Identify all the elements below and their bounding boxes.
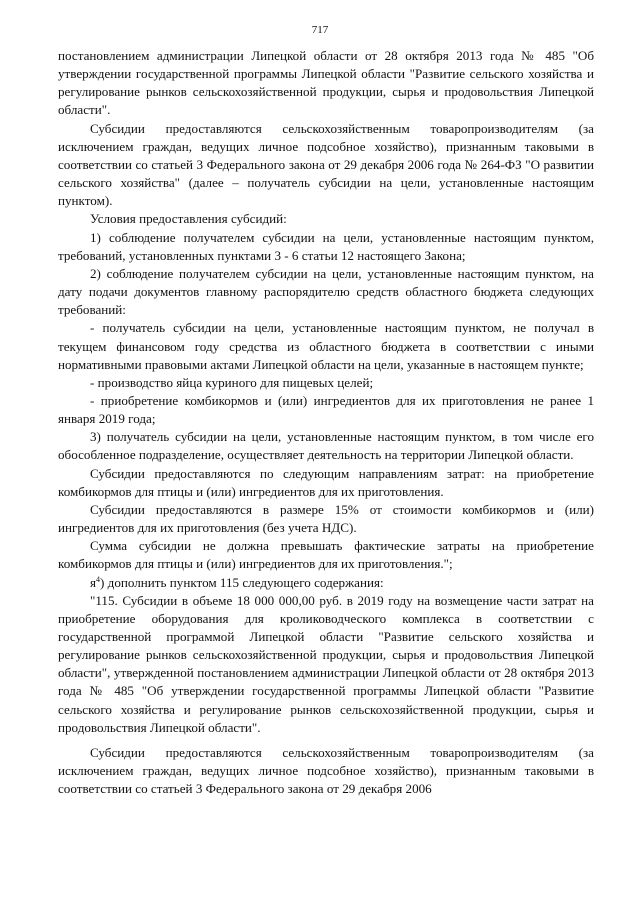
list-item: - приобретение комбикормов и (или) ингредиентов для их приготовления не ранее 1 января 2019 года; — [58, 392, 594, 427]
paragraph: Сумма субсидии не должна превышать фактические затраты на приобретение комбикормов для птицы и (или) ингредиентов для их приготовления."; — [58, 538, 594, 572]
amendment-superscript: 4 — [96, 574, 101, 584]
quoted-paragraph: "115. Субсидии в объеме 18 000 000,00 руб. в 2019 году на возмещение части затрат на приобретение оборудования для кролиководческого комплекса в соответствии с государственной программой Липецкой области "Развитие сельского хозяйства и регулирование рынков сельскохозяйственной продукции, сырья и продовольствия Липецкой области", утвержденной постановлением администрации Липецкой области от 28 октября 2013 года № 485 "Об утверждении государственной программы Липецкой области "Развитие сельского хозяйства и регулирование рынков сельскохозяйственной продукции, сырья и продовольствия Липецкой области". — [58, 592, 594, 735]
paragraph: Субсидии предоставляются в размере 15% от стоимости комбикормов и (или) ингредиентов для их приготовления (без учета НДС). — [58, 501, 594, 536]
paragraph: Условия предоставления субсидий: — [90, 211, 287, 227]
paragraph: постановлением администрации Липецкой области от 28 октября 2013 года № 485 "Об утверждении государственной программы Липецкой области "Развитие сельского хозяйства и регулирование рынков сельскохозяйственной продукции, сырья и продовольствия Липецкой области". — [58, 48, 594, 118]
amendment-text: ) дополнить пунктом 115 следующего содержания: — [100, 574, 384, 590]
paragraph: Субсидии предоставляются по следующим направлениям затрат: на приобретение комбикормов для птицы и (или) ингредиентов для их приготовления. — [58, 465, 594, 499]
list-item: 2) соблюдение получателем субсидии на цели, установленные настоящим пунктом, на дату подачи документов главному распорядителю средств областного бюджета следующих требований: — [58, 265, 594, 318]
paragraph: Субсидии предоставляются сельскохозяйственным товаропроизводителям (за исключением граждан, ведущих личное подсобное хозяйство), признанным таковыми в соответствии со статьей 3 Федерального закона от 29 декабря 2006 года № 264-ФЗ "О развитии сельского хозяйства" (далее – получатель субсидии на цели, установленные настоящим пунктом). — [58, 120, 594, 209]
list-item: - производство яйца куриного для пищевых целей; — [90, 374, 374, 390]
page-number: 717 — [311, 24, 329, 36]
list-item: - получатель субсидии на цели, установленные настоящим пунктом, не получал в текущем финансовом году средства из областного бюджета в соответствии с иными нормативными правовыми актами Липецкой области на цели, указанные в настоящем пункте; — [58, 320, 594, 372]
list-item: 3) получатель субсидии на цели, установленные настоящим пунктом, в том числе его обособленное подразделение, осуществляет деятельность на территории Липецкой области. — [58, 429, 594, 463]
amendment-letter: я — [90, 574, 97, 590]
amendment-line — [58, 574, 594, 592]
paragraph: Субсидии предоставляются сельскохозяйственным товаропроизводителям (за исключением граждан, ведущих личное подсобное хозяйство), признанным таковыми в соответствии со статьей 3 Федерального закона от 29 декабря 2006 — [58, 744, 594, 797]
document-body — [58, 47, 594, 798]
list-item: 1) соблюдение получателем субсидии на цели, установленные настоящим пунктом, требований, установленных пунктами 3 - 6 статьи 12 настоящего Закона; — [58, 229, 594, 263]
